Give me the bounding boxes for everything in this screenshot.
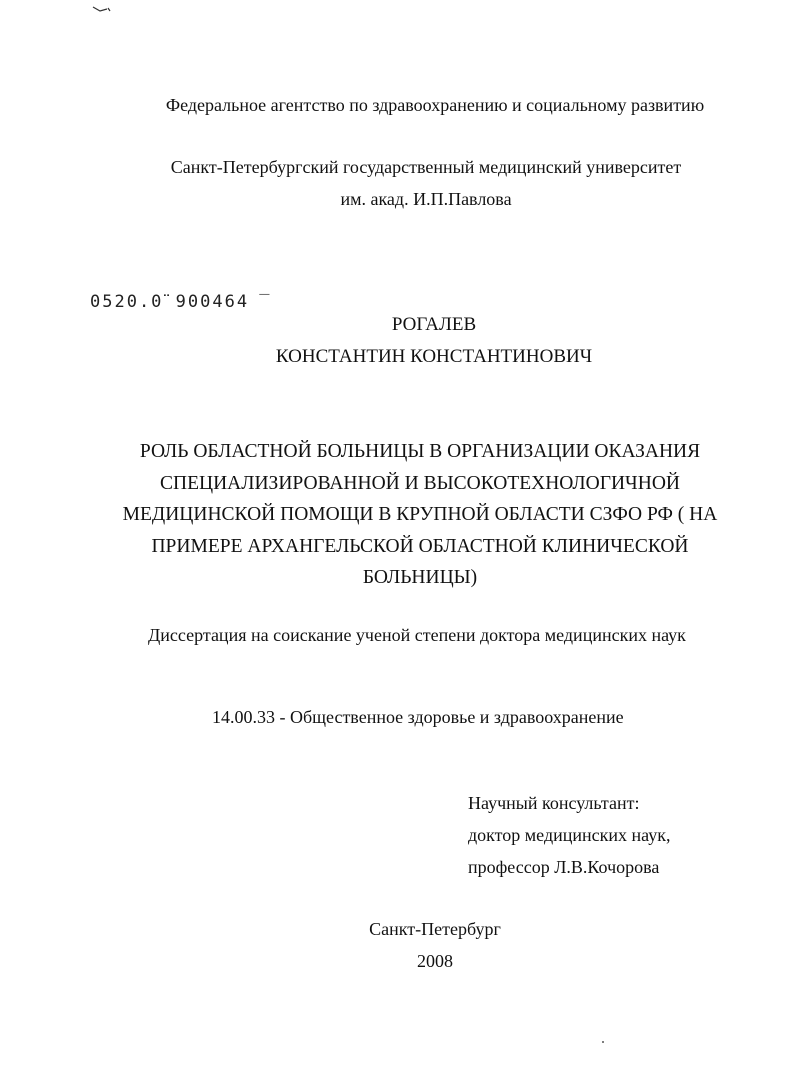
author-given-names: КОНСТАНТИН КОНСТАНТИНОВИЧ (275, 346, 593, 367)
scan-artifact-mark (92, 6, 112, 14)
specialty-code: 14.00.33 - Общественное здоровье и здравоохранение (212, 707, 624, 727)
title-line: БОЛЬНИЦЫ) (362, 567, 478, 588)
title-line: СПЕЦИАЛИЗИРОВАННОЙ И ВЫСОКОТЕХНОЛОГИЧНОЙ (160, 472, 680, 494)
university-name: Санкт-Петербургский государственный медицинский университет (170, 157, 682, 177)
advisor-name: профессор Л.В.Кочорова (468, 857, 660, 877)
title-line: МЕДИЦИНСКОЙ ПОМОЩИ В КРУПНОЙ ОБЛАСТИ СЗФО РФ ( НА (122, 504, 718, 525)
agency-name: Федеральное агентство по здравоохранению и социальному развитию (165, 95, 705, 115)
dissertation-title (100, 436, 740, 594)
university-honorific: им. акад. И.П.Павлова (340, 189, 512, 209)
advisor-degree: доктор медицинских наук, (468, 825, 671, 845)
author-surname: РОГАЛЕВ (391, 314, 477, 335)
title-line: ПРИМЕРЕ АРХАНГЕЛЬСКОЙ ОБЛАСТНОЙ КЛИНИЧЕСКОЙ (151, 535, 689, 557)
degree-statement: Диссертация на соискание ученой степени доктора медицинских наук (148, 625, 686, 645)
city: Санкт-Петербург (369, 919, 501, 939)
advisor-label: Научный консультант: (468, 793, 640, 813)
scan-speck (602, 1041, 604, 1043)
title-line: РОЛЬ ОБЛАСТНОЙ БОЛЬНИЦЫ В ОРГАНИЗАЦИИ ОКАЗАНИЯ (139, 441, 701, 462)
year: 2008 (417, 951, 453, 971)
registration-code: 0520.0̈ 900464 ̅ (90, 292, 262, 312)
